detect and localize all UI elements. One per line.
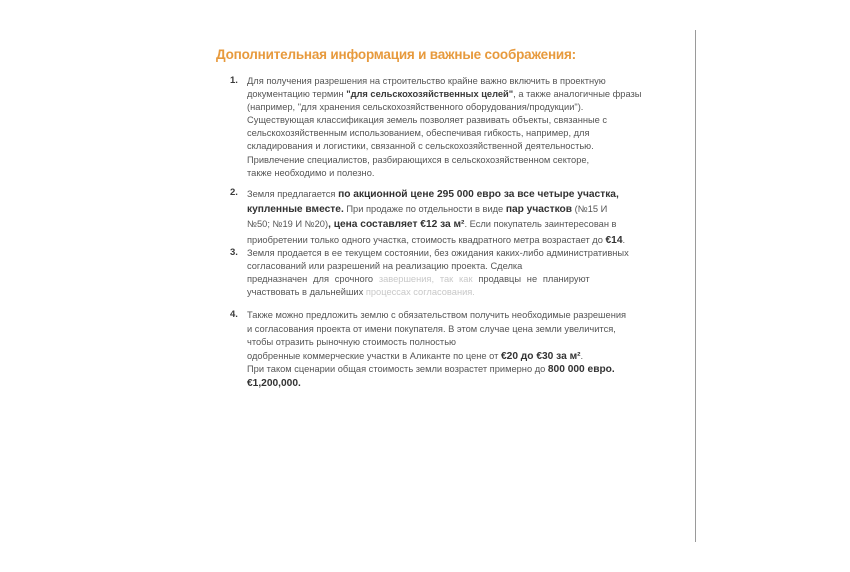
text-line: (например, "для хранения сельскохозяйственного оборудования/продукции"). xyxy=(247,102,584,113)
text-line xyxy=(247,187,639,202)
page-edge-divider xyxy=(695,30,696,542)
text-line xyxy=(247,377,639,391)
list-number: 3. xyxy=(230,247,238,258)
text-run: предназначен для срочного xyxy=(247,274,374,285)
text-run: (№15 И xyxy=(572,204,608,215)
text-run: участвовать в дальнейших xyxy=(247,287,364,298)
text-run: . В этом случае цена земли увеличится, xyxy=(442,323,616,334)
bold-run: купленные вместе. xyxy=(247,204,344,216)
text-run: , без ожидания каких-либо административных xyxy=(429,248,629,258)
text-run: №50; №19 И №20) xyxy=(247,219,329,230)
text-line: Существующая классификация земель позволяет развивать объекты, связанные с xyxy=(247,115,608,126)
list-number: 2. xyxy=(230,187,238,198)
text-run: одобренные коммерческие участки в Аликанте по цене от xyxy=(247,350,501,361)
text-line: Привлечение специалистов, разбирающихся в сельскохозяйственном секторе, xyxy=(247,154,590,165)
section-heading: Дополнительная информация и важные соображения: xyxy=(216,47,576,62)
text-line: сельскохозяйственным использованием, обеспечивая гибкость, например, для xyxy=(247,128,590,139)
list-item-text xyxy=(247,309,639,391)
text-line xyxy=(247,233,639,248)
bold-run: "для сельскохозяйственных целей" xyxy=(346,89,514,100)
text-run: согласований или разрешений на реализацию проекта xyxy=(247,261,486,272)
text-line: чтобы отразить рыночную стоимость полностью xyxy=(247,337,457,348)
faded-run: завершения, так как xyxy=(378,274,473,285)
bold-run: €20 до €30 за м² xyxy=(500,350,581,362)
text-run: . xyxy=(622,234,626,245)
text-line xyxy=(247,286,639,299)
text-line: Для получения разрешения на строительство крайне важно включить в проектную xyxy=(247,76,606,86)
text-line xyxy=(247,260,639,273)
text-line xyxy=(247,273,639,286)
text-run: , а также аналогичные фразы xyxy=(513,89,642,100)
text-run: Земля продается в ее текущем состоянии xyxy=(247,248,429,258)
list-item-text xyxy=(247,75,642,180)
text-run: и согласования проекта от имени покупателя xyxy=(247,323,443,334)
list-number: 4. xyxy=(230,309,238,320)
text-run: Земля предлагается xyxy=(247,189,339,199)
bold-run: 800 000 евро. xyxy=(547,364,615,376)
text-run: . xyxy=(580,350,584,361)
text-run: . Если покупатель заинтересован в xyxy=(464,219,617,230)
list-item-text xyxy=(247,247,639,299)
text-line: также необходимо и полезно. xyxy=(247,167,375,178)
bold-run: пар участков xyxy=(505,204,573,216)
text-line xyxy=(247,323,639,337)
text-line xyxy=(247,363,639,377)
bold-run: €1,200,000. xyxy=(247,377,301,389)
text-run: . Сделка xyxy=(485,261,523,272)
text-line xyxy=(247,88,642,101)
text-line xyxy=(247,247,639,260)
text-line: складирования и логистики, связанной с сельскохозяйственной деятельностью. xyxy=(247,141,594,152)
text-run: документацию термин xyxy=(247,89,347,100)
text-line: Также можно предложить землю с обязательством получить необходимые разрешения xyxy=(247,310,627,320)
text-line xyxy=(247,202,639,217)
bold-run: , цена составляет €12 за м² xyxy=(328,219,465,231)
text-run: При таком сценарии общая стоимость земли возрастет примерно до xyxy=(247,364,548,375)
text-run: продавцы не планируют xyxy=(478,274,590,285)
text-line xyxy=(247,350,639,364)
text-run: приобретении только одного участка, стоимость квадратного метра возрастает до xyxy=(247,234,606,245)
text-run: При продаже по отдельности в виде xyxy=(343,204,506,215)
list-item-text xyxy=(247,187,639,248)
list-number: 1. xyxy=(230,75,238,86)
text-line xyxy=(247,217,639,232)
bold-run: по акционной цене 295 000 евро за все четыре участка, xyxy=(338,189,619,200)
bold-run: €14 xyxy=(605,234,623,246)
faded-run: процессах согласования. xyxy=(365,287,475,298)
